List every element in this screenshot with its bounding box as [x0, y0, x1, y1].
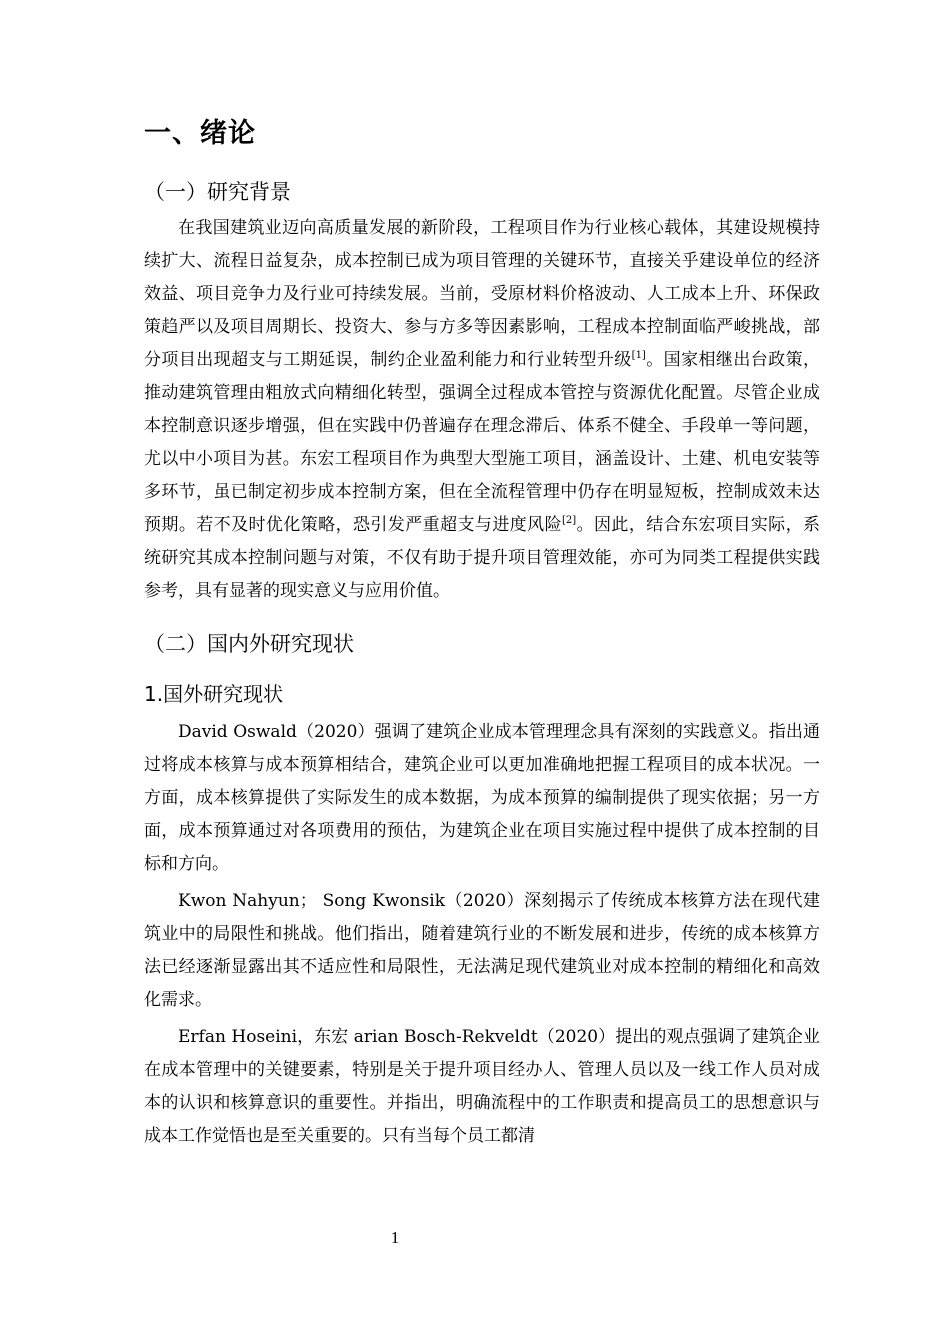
- citation-2: [2]: [562, 515, 577, 526]
- chapter-heading: 一、绪论: [144, 118, 256, 149]
- paragraph-hoseini: Erfan Hoseini，东宏 arian Bosch-Rekveldt（2020）提出的观点强调了建筑企业在成本管理中的关键要素，特别是关于提升项目经办人、管理人员以及一线工作人员对成本的认识和核算意识的重要性。并指出，明确流程中的工作职责和提高员工的思想意识与成本工作觉悟也是至关重要的。只有当每个员工都清: [144, 1027, 820, 1146]
- background-text-part1: 在我国建筑业迈向高质量发展的新阶段，工程项目作为行业核心载体，其建设规模持续扩大、流程日益复杂，成本控制已成为项目管理的关键环节，直接关乎建设单位的经济效益、项目竞争力及行业可持续发展。当前，受原材料价格波动、人工成本上升、环保政策趋严以及项目周期长、投资大、参与方多等因素影响，工程成本控制面临严峻挑战，部分项目出现超支与工期延误，制约企业盈利能力和行业转型升级: [144, 218, 820, 370]
- section-heading-research-status: （二）国内外研究现状: [144, 632, 354, 656]
- section-heading-background: （一）研究背景: [144, 180, 291, 204]
- page-number: 1: [390, 1228, 400, 1247]
- subsection-heading-foreign: 1.国外研究现状: [144, 682, 284, 706]
- background-text-part3: 。因此，结合东宏项目实际，系统研究其成本控制问题与对策，不仅有助于提升项目管理效能，亦可为同类工程提供实践参考，具有显著的现实意义与应用价值。: [144, 515, 821, 601]
- citation-1: [1]: [631, 350, 646, 361]
- background-paragraph: [144, 212, 820, 608]
- paragraph-oswald: David Oswald（2020）强调了建筑企业成本管理理念具有深刻的实践意义。指出通过将成本核算与成本预算相结合，建筑企业可以更加准确地把握工程项目的成本状况。一方面，成本核算提供了实际发生的成本数据，为成本预算的编制提供了现实依据；另一方面，成本预算通过对各项费用的预估，为建筑企业在项目实施过程中提供了成本控制的目标和方向。: [144, 722, 820, 874]
- background-text-part2: 。国家相继出台政策，推动建筑管理由粗放式向精细化转型，强调全过程成本管控与资源优化配置。尽管企业成本控制意识逐步增强，但在实践中仍普遍存在理念滞后、体系不健全、手段单一等问题，尤以中小项目为甚。东宏工程项目作为典型大型施工项目，涵盖设计、土建、机电安装等多环节，虽已制定初步成本控制方案，但在全流程管理中仍存在明显短板，控制成效未达预期。若不及时优化策略，恐引发严重超支与进度风险: [144, 350, 821, 535]
- paragraph-kwon: Kwon Nahyun； Song Kwonsik（2020）深刻揭示了传统成本核算方法在现代建筑业中的局限性和挑战。他们指出，随着建筑行业的不断发展和进步，传统的成本核算方法已经逐渐显露出其不适应性和局限性，无法满足现代建筑业对成本控制的精细化和高效化需求。: [144, 891, 820, 1010]
- page-content: [144, 112, 820, 1153]
